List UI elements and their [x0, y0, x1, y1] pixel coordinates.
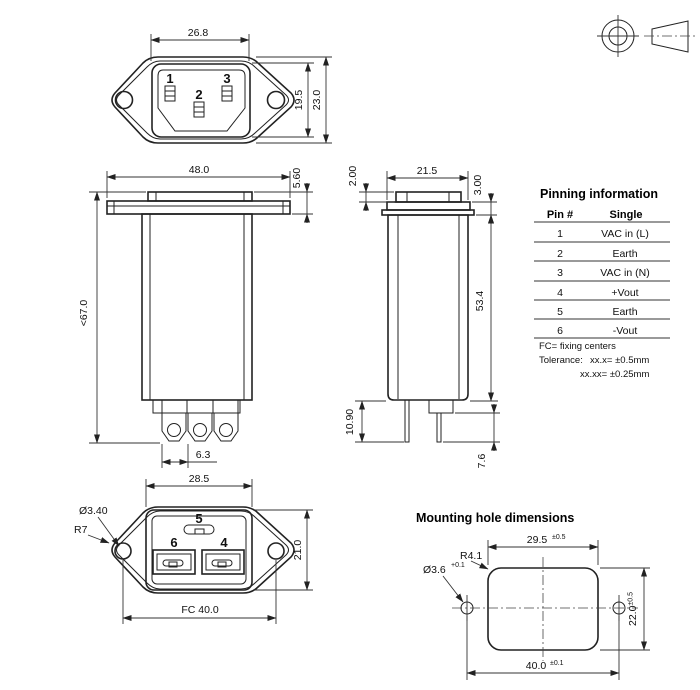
pin-2 [194, 87, 204, 117]
cell-pin: 5 [557, 306, 563, 318]
note-tolerance-fine: xx.xx= ±0.25mm [580, 369, 650, 380]
dim-label: 29.5 [526, 534, 548, 546]
pin-1 [165, 71, 175, 101]
note-tolerance-label: Tolerance: [539, 355, 583, 366]
note-fixing-centers: FC= fixing centers [539, 341, 616, 352]
dim-label: 23.0 [311, 89, 323, 111]
dim-label: 7.6 [476, 453, 488, 469]
hole-diameter-label: Ø3.6 [423, 564, 446, 576]
cell-single: VAC in (N) [600, 267, 650, 279]
pin-2-label: 2 [195, 87, 203, 102]
pin-4-label: 4 [220, 535, 228, 550]
dim-label: 53.4 [474, 290, 486, 312]
dim-label: 6.3 [195, 449, 211, 461]
cell-single: +Vout [611, 287, 639, 299]
pin-3 [222, 71, 232, 101]
pin-1-label: 1 [166, 71, 174, 86]
dim-label: 21.5 [416, 165, 438, 177]
dim-label: 40.0 [525, 660, 547, 672]
dim-label: 10.90 [344, 408, 356, 436]
note-tolerance-coarse: xx.x= ±0.5mm [590, 355, 650, 366]
pin-5-label: 5 [195, 511, 203, 526]
dim-label: 22.0 [627, 605, 639, 627]
dim-label: 26.8 [187, 27, 209, 39]
dim-label: <67.0 [78, 299, 90, 327]
dim-label: 21.0 [292, 539, 304, 561]
cell-single: VAC in (L) [601, 228, 649, 240]
cell-pin: 1 [557, 228, 563, 240]
hole-diameter-tolerance: +0.1 [451, 562, 465, 569]
dim-label: 19.5 [293, 89, 305, 111]
pin-3-label: 3 [223, 71, 231, 86]
mounting-title: Mounting hole dimensions [416, 511, 575, 525]
cell-pin: 2 [557, 248, 563, 260]
dim-label: 28.5 [188, 473, 210, 485]
pinning-table-title: Pinning information [540, 187, 659, 201]
cell-pin: 6 [557, 325, 563, 337]
cell-single: -Vout [612, 325, 638, 337]
column-header-pin: Pin # [546, 209, 574, 221]
cell-pin: 4 [557, 287, 563, 299]
cell-pin: 3 [557, 267, 563, 279]
dim-label: 3.00 [472, 174, 484, 196]
corner-radius-label: R4.1 [460, 550, 483, 562]
dim-label: 48.0 [188, 164, 210, 176]
cell-single: Earth [612, 306, 638, 318]
flange-radius-label: R7 [74, 524, 88, 536]
cell-single: Earth [612, 248, 638, 260]
dim-label: FC 40.0 [181, 604, 219, 616]
pin-6-label: 6 [170, 535, 178, 550]
hole-diameter-label: Ø3.40 [79, 505, 108, 517]
dim-tolerance: ±0.5 [627, 591, 635, 606]
dim-label: 5.60 [291, 167, 303, 189]
dim-tolerance: ±0.1 [550, 660, 564, 667]
column-header-single: Single [609, 209, 643, 221]
dim-label: 2.00 [347, 165, 359, 187]
dim-tolerance: ±0.5 [552, 534, 566, 541]
